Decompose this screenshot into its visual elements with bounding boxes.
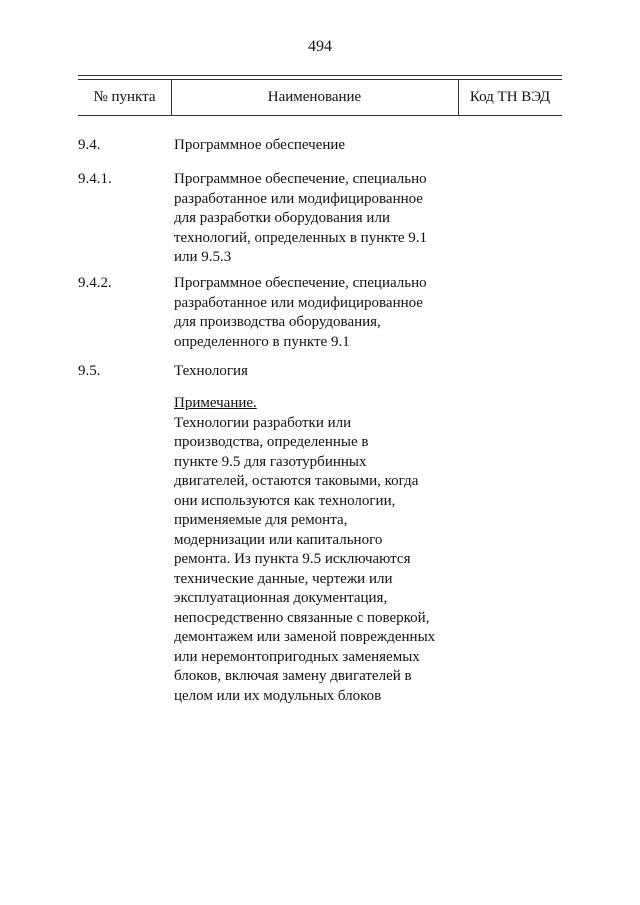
description-line: Программное обеспечение xyxy=(174,137,346,153)
note-line: или неремонтопригодных заменяемых xyxy=(174,648,420,665)
item-number: 9.4.1. xyxy=(78,171,112,187)
note-line: Технологии разработки или xyxy=(174,414,352,431)
item-description xyxy=(174,362,474,382)
note-line: пункте 9.5 для газотурбинных xyxy=(174,453,367,470)
note-line: модернизации или капитального xyxy=(174,531,383,548)
note-line: технические данные, чертежи или xyxy=(174,570,393,587)
description-line: для производства оборудования, xyxy=(174,314,381,330)
description-line: или 9.5.3 xyxy=(174,249,232,265)
description-line: определенного в пункте 9.1 xyxy=(174,333,350,350)
note-line: применяемые для ремонта, xyxy=(174,512,348,528)
header-bottom-rule xyxy=(78,115,562,116)
note-line: целом или их модульных блоков xyxy=(174,687,382,704)
description-line: для разработки оборудования или xyxy=(174,210,390,226)
description-line: разработанное или модифицированное xyxy=(174,190,423,207)
note-line: двигателей, остаются таковыми, когда xyxy=(174,473,419,489)
note-line: блоков, включая замену двигателей в xyxy=(174,668,412,684)
note-line: демонтажем или заменой поврежденных xyxy=(174,629,436,645)
note-line: непосредственно связанные с поверкой, xyxy=(174,609,430,626)
item-description xyxy=(174,170,474,268)
item-number: 9.5. xyxy=(78,363,101,379)
description-line: Программное обеспечение, специально xyxy=(174,171,427,187)
description-line: технологий, определенных в пункте 9.1 xyxy=(174,229,428,246)
header-code-column: Код ТН ВЭД xyxy=(469,89,551,105)
header-name-column: Наименование xyxy=(267,89,362,105)
page-number: 494 xyxy=(308,38,332,55)
description-line: Программное обеспечение, специально xyxy=(174,275,427,291)
header-top-rule xyxy=(78,75,562,76)
header-number-column: № пункта xyxy=(93,89,156,105)
note-line: производства, определенные в xyxy=(174,434,369,450)
note-line: ремонта. Из пункта 9.5 исключаются xyxy=(174,551,411,567)
item-number: 9.4. xyxy=(78,137,101,153)
note-title: Примечание. xyxy=(174,395,257,411)
item-description xyxy=(174,274,474,352)
description-line: разработанное или модифицированное xyxy=(174,294,423,311)
note-line: они используются как технологии, xyxy=(174,492,396,509)
item-number: 9.4.2. xyxy=(78,275,112,291)
table-header xyxy=(78,75,562,115)
note-text xyxy=(174,394,474,706)
item-description xyxy=(174,136,474,156)
note-line: эксплуатационная документация, xyxy=(174,590,388,606)
description-line: Технология xyxy=(174,363,248,379)
